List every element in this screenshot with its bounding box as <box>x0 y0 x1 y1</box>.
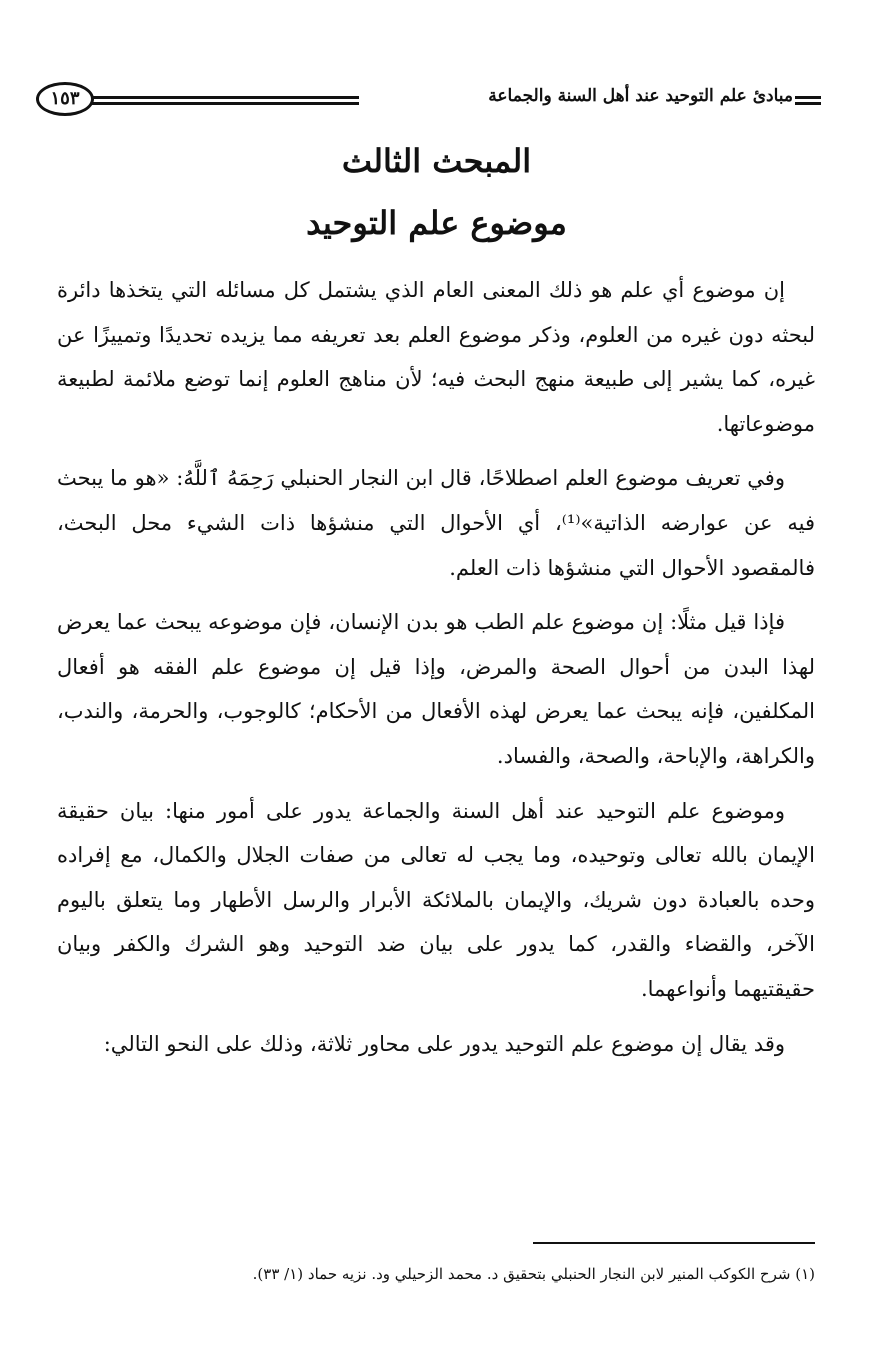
footnote-divider <box>533 1242 815 1244</box>
body-text <box>57 268 815 1066</box>
section-heading: المبحث الثالث <box>341 142 532 180</box>
footnote: (١) شرح الكوكب المنير لابن النجار الحنبلي بتحقيق د. محمد الزحيلي ود. نزيه حماد (١/ ٣٣). <box>252 1265 815 1283</box>
topic-heading: موضوع علم التوحيد <box>306 204 567 242</box>
header-ornament-right <box>795 96 821 105</box>
paragraph: إن موضوع أي علم هو ذلك المعنى العام الذي يشتمل كل مسائله التي يتخذها دائرة لبحثه دون غيره من العلوم، وذكر موضوع العلم بعد تعريفه مما يزيده تحديدًا وتمييزًا عن غيره، كما يشير إلى طبيعة منهج البحث فيه؛ لأن مناهج العلوم إنما توضع ملائمة لطبيعة موضوعاتها. <box>57 278 815 436</box>
header-rule <box>88 96 359 99</box>
paragraph: وقد يقال إن موضوع علم التوحيد يدور على محاور ثلاثة، وذلك على النحو التالي: <box>103 1031 785 1056</box>
page-number: ١٥٣ <box>36 82 94 116</box>
running-header-title: مبادئ علم التوحيد عند أهل السنة والجماعة <box>484 86 793 106</box>
paragraph: وفي تعريف موضوع العلم اصطلاحًا، قال ابن النجار الحنبلي رَحِمَهُ ٱللَّهُ: «هو ما يبحث فيه عن عوارضه الذاتية»⁽¹⁾، أي الأحوال التي منشؤها ذات الشيء محل البحث، فالمقصود الأحوال التي منشؤها ذات العلم. <box>57 466 815 580</box>
paragraph: فإذا قيل مثلًا: إن موضوع علم الطب هو بدن الإنسان، فإن موضوعه يبحث عما يعرض لهذا البدن من أحوال الصحة والمرض، وإذا قيل إن موضوع علم الفقه هو أفعال المكلفين، فإنه يبحث عما يعرض لهذه الأفعال من الأحكام؛ كالوجوب، والحرمة، والندب، والكراهة، والإباحة، والصحة، والفساد. <box>57 610 815 768</box>
header-rule <box>88 102 359 105</box>
paragraph: وموضوع علم التوحيد عند أهل السنة والجماعة يدور على أمور منها: بيان حقيقة الإيمان بالله تعالى وتوحيده، وما يجب له تعالى من صفات الجلال والكمال، مع إفراده وحده بالعبادة دون شريك، والإيمان بالملائكة الأبرار والرسل الأطهار وما يتعلق باليوم الآخر، والقضاء والقدر، كما يدور على بيان ضد التوحيد وهو الشرك والكفر وبيان حقيقتيهما وأنواعهما. <box>57 798 815 1001</box>
running-header <box>36 82 821 130</box>
